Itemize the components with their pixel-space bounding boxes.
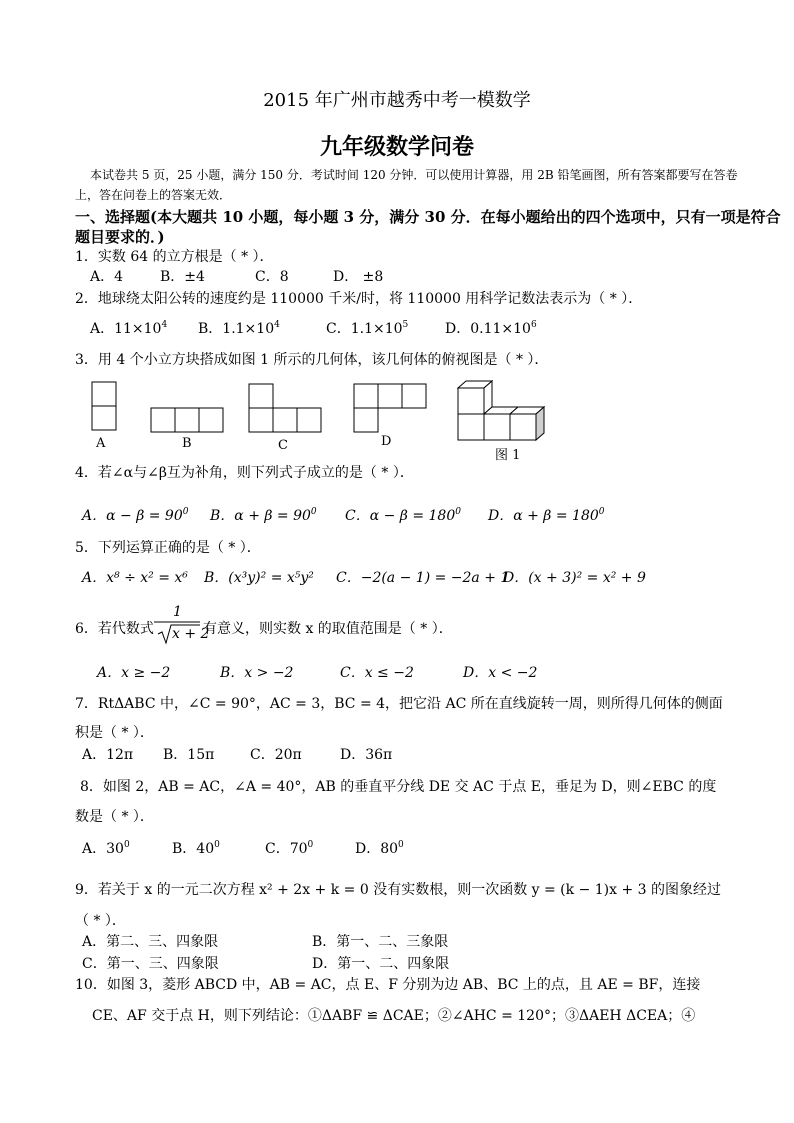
q6-radicand: x + 2 (172, 626, 210, 642)
question-9-line-1: 9．若关于 x 的一元二次方程 x² + 2x + k = 0 没有实数根，则一次函数 y = (k − 1)x + 3 的图象经过 (75, 882, 722, 898)
q4-option-b: B．$\alpha + \beta = 90^0$ (210, 507, 317, 524)
q6-option-c: C．x ≤ −2 (340, 665, 414, 681)
q1-option-c: C．8 (255, 269, 289, 285)
q2-option-a: A．$11\times 10^4$ (90, 320, 168, 337)
question-10-line-2: CE、AF 交于点 H，则下列结论：①ΔABF ≌ ΔCAE；②∠AHC = 120°；③ΔAEH ΔCEA；④ (92, 1008, 696, 1024)
intro-line-1: 本试卷共 5 页，25 小题，满分 150 分．考试时间 120 分钟．可以使用计算器，用 2B 铅笔画图，所有答案都要写在答卷 (90, 168, 738, 182)
question-2-stem: 2．地球绕太阳公转的速度约是 110000 千米/时，将 110000 用科学记数法表示为（ * ）． (75, 291, 643, 307)
q5-option-b: B．(x³y)² = x⁵y² (204, 570, 314, 586)
question-5-stem: 5．下列运算正确的是（ * ）． (75, 540, 261, 556)
q3-option-c-figure (249, 384, 321, 432)
q9-option-a: A．第二、三、四象限 (82, 934, 219, 950)
q8-option-a: A．$30^0$ (82, 840, 130, 857)
q4-option-d: D．$\alpha + \beta = 180^0$ (488, 507, 605, 524)
q6-option-d: D．x < −2 (463, 665, 538, 681)
q8-option-b: B．$40^0$ (172, 840, 220, 857)
q3-figures (80, 378, 560, 462)
question-6-prefix: 6．若代数式 (75, 621, 154, 637)
q5-option-c: C．−2(a − 1) = −2a + 1 (336, 570, 510, 586)
paper-subtitle: 九年级数学问卷 (319, 134, 474, 160)
q9-option-d: D．第一、二、四象限 (312, 956, 450, 972)
q6-fraction-numerator: 1 (173, 604, 182, 620)
question-4-stem: 4．若∠α与∠β互为补角，则下列式子成立的是（ * ）． (75, 465, 414, 481)
question-8-line-2: 数是（ * ）． (75, 809, 154, 825)
q2-option-b: B．$1.1\times 10^4$ (198, 320, 280, 337)
q9-option-b: B．第一、二、三象限 (312, 934, 449, 950)
q7-option-b: B．15π (163, 747, 215, 763)
q3-label-c: C (278, 438, 288, 453)
q4-option-a: A．$\alpha - \beta = 90^0$ (82, 507, 189, 524)
question-3-stem: 3．用 4 个小立方块搭成如图 1 所示的几何体，该几何体的俯视图是（ * ）． (75, 352, 549, 368)
q3-option-a-figure (92, 382, 116, 430)
section-heading-line-1: 一、选择题(本大题共 10 小题，每小题 3 分，满分 30 分．在每小题给出的四个选项中，只有一项是符合 (75, 208, 781, 226)
q1-option-b: B．±4 (160, 269, 205, 285)
exam-title: 2015 年广州市越秀中考一模数学 (263, 90, 531, 111)
intro-line-2: 上，答在问卷上的答案无效． (75, 188, 232, 202)
question-6-suffix: 有意义，则实数 x 的取值范围是（ * ）． (203, 621, 453, 637)
q3-label-b: B (182, 436, 192, 451)
q3-label-d: D (381, 434, 392, 449)
q4-option-c: C．$\alpha - \beta = 180^0$ (345, 507, 461, 524)
q2-option-c: C．$1.1\times 10^5$ (326, 320, 409, 337)
question-1-stem: 1．实数 64 的立方根是（ * ）． (75, 249, 274, 265)
q7-option-c: C．20π (250, 747, 302, 763)
q5-option-a: A．x⁸ ÷ x² = x⁶ (82, 570, 188, 586)
q8-option-c: C．$70^0$ (265, 840, 314, 857)
question-8-line-1: 8．如图 2，AB = AC，∠A = 40°，AB 的垂直平分线 DE 交 AC 于点 E，垂足为 D，则∠EBC 的度 (80, 779, 717, 795)
q2-option-d: D．$0.11\times 10^6$ (445, 320, 537, 337)
q3-option-b-figure (151, 408, 223, 432)
question-7-line-2: 积是（ * ）． (75, 725, 154, 741)
q6-option-b: B．x > −2 (220, 665, 294, 681)
question-7-line-1: 7．RtΔABC 中，∠C = 90°，AC = 3，BC = 4，把它沿 AC 所在直线旋转一周，则所得几何体的侧面 (75, 696, 723, 712)
q1-option-d: D． ±8 (333, 269, 384, 285)
q6-option-a: A．x ≥ −2 (97, 665, 171, 681)
q8-option-d: D．$80^0$ (355, 840, 404, 857)
q7-option-d: D．36π (340, 747, 393, 763)
q3-option-d-figure (354, 384, 426, 432)
q9-option-c: C．第一、三、四象限 (82, 956, 219, 972)
question-9-line-2: （ * ）． (75, 913, 126, 929)
q3-label-a: A (96, 436, 106, 451)
figure-1-solid (458, 381, 544, 440)
figure-1-caption: 图 1 (495, 448, 521, 463)
section-heading-line-2: 题目要求的．) (75, 228, 165, 246)
q1-option-a: A．4 (90, 269, 124, 285)
q7-option-a: A．12π (82, 747, 134, 763)
question-10-line-1: 10．如图 3，菱形 ABCD 中，AB = AC，点 E、F 分别为边 AB、BC 上的点，且 AE = BF，连接 (75, 977, 701, 993)
q5-option-d: D．(x + 3)² = x² + 9 (503, 570, 646, 586)
